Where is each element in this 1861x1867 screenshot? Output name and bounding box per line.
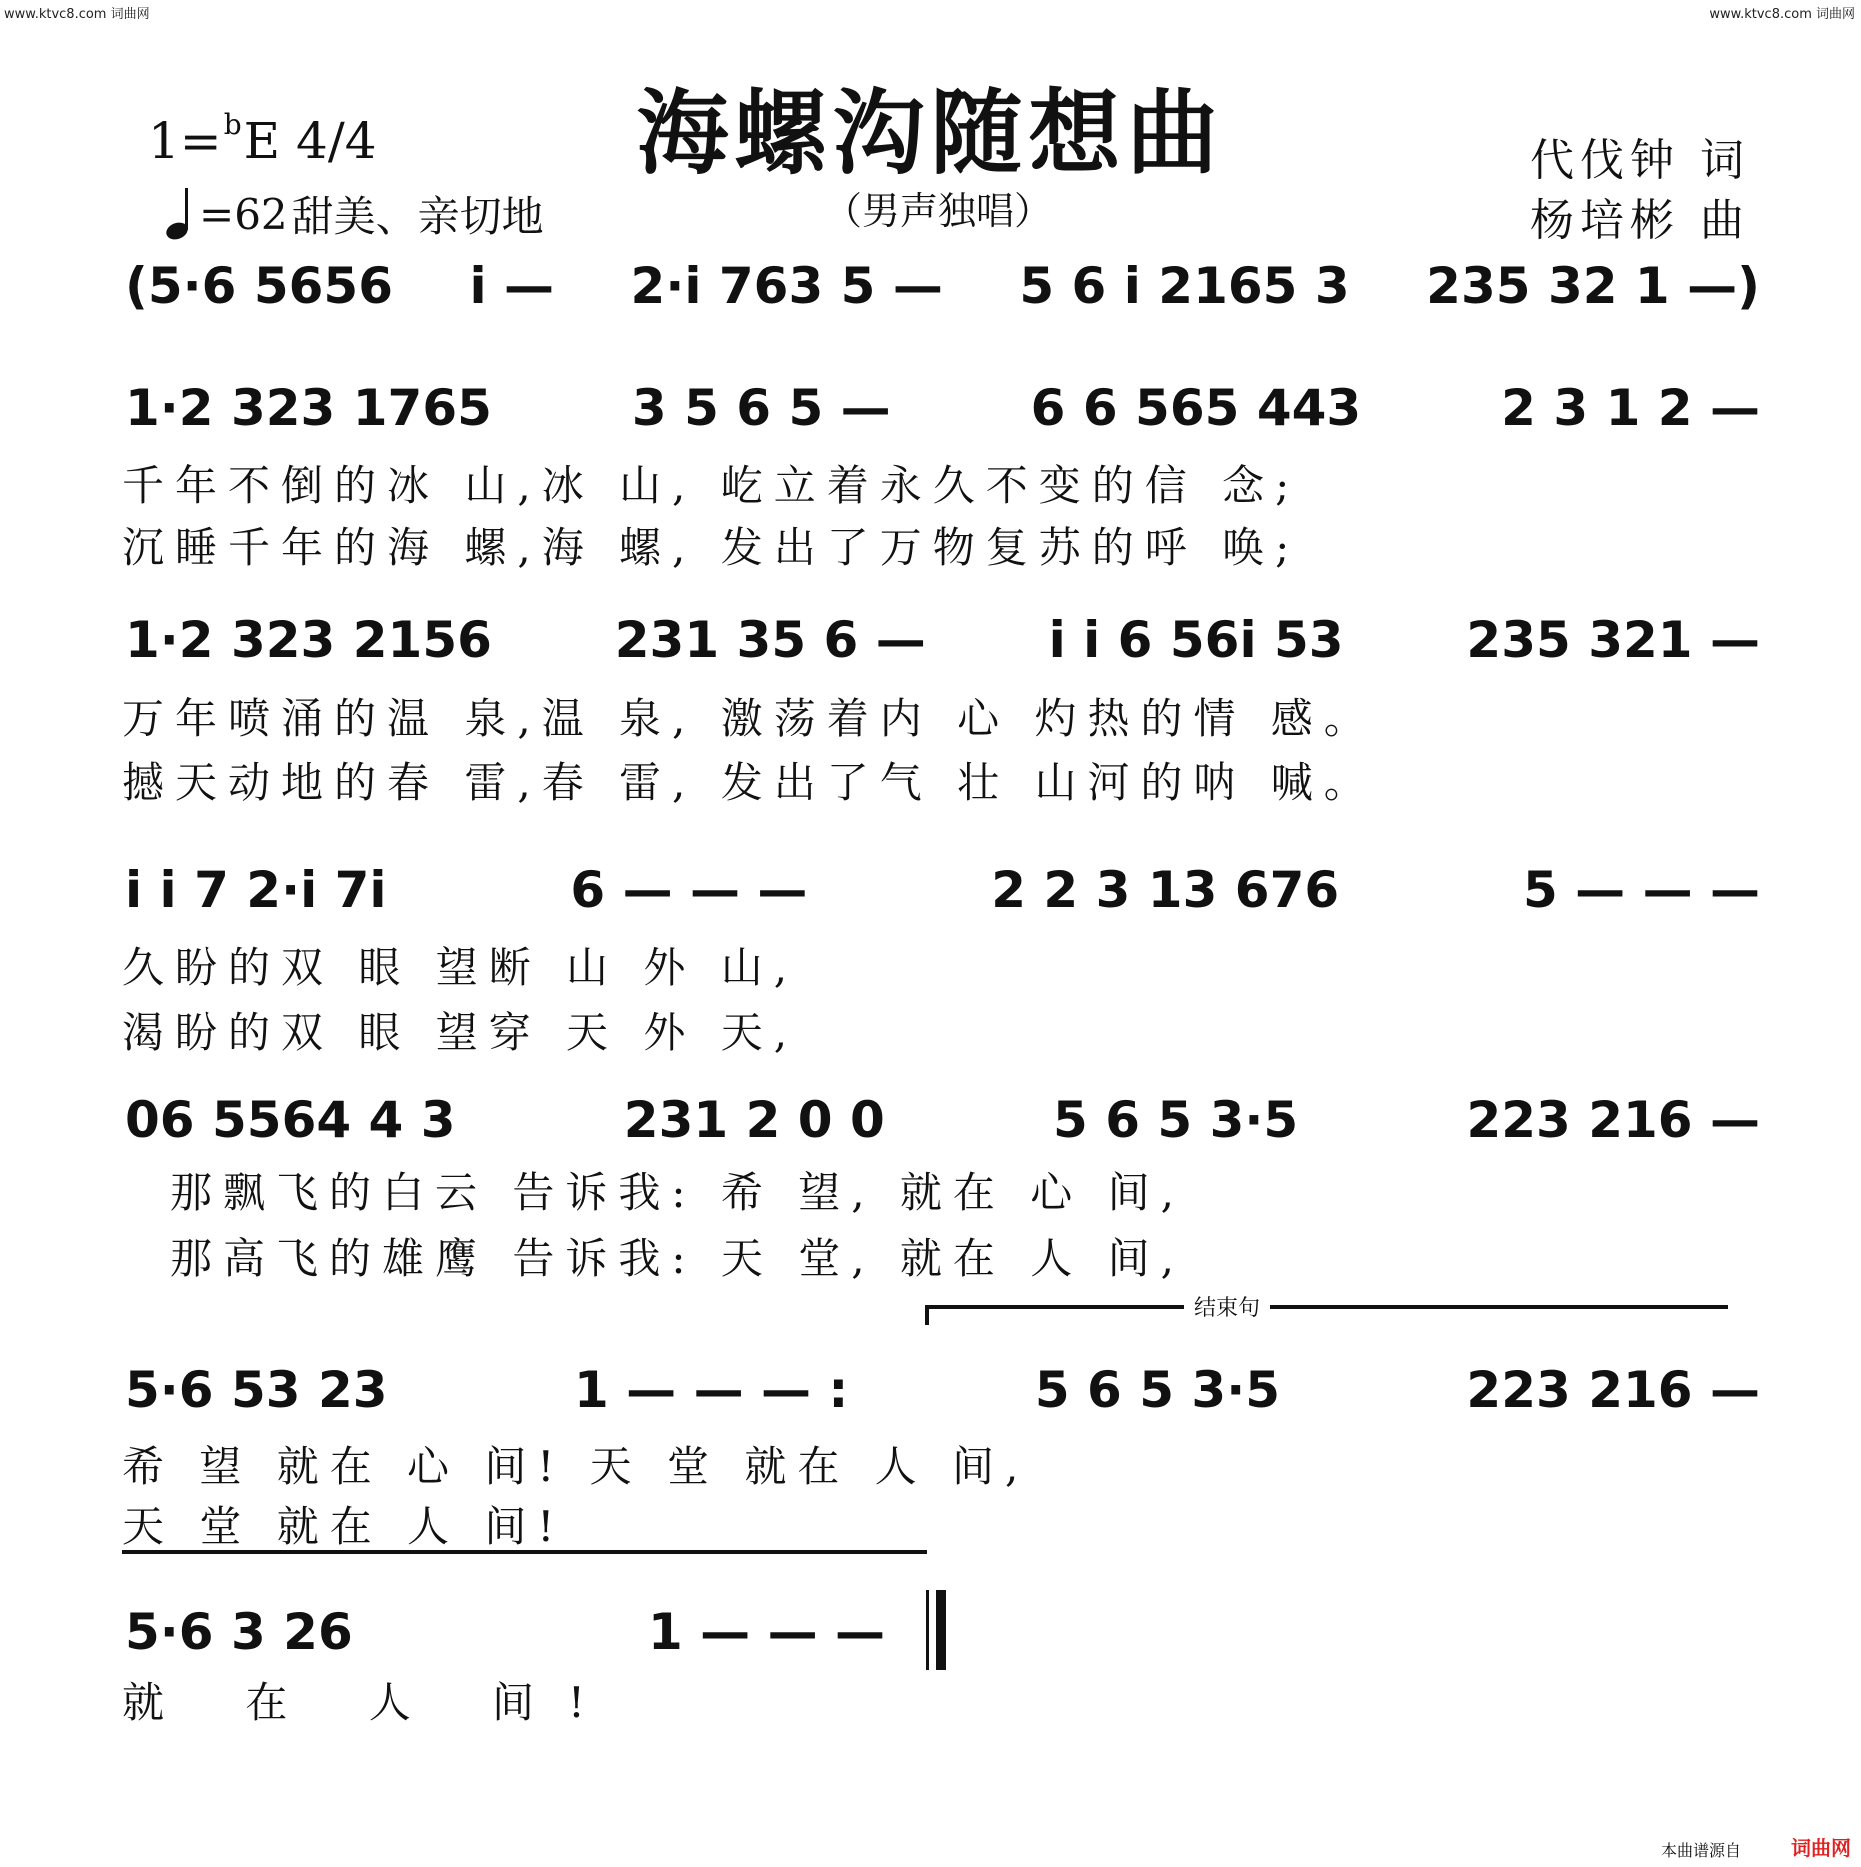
- measure: 5 6 i 2165 3: [1019, 257, 1350, 315]
- lyric-verse-1: 希 望 就在 心 间! 天 堂 就在 人 间,: [122, 1442, 1030, 1491]
- score-line-7: [125, 1592, 885, 1672]
- measure: 06 5564 4 3: [125, 1091, 456, 1149]
- measure: 6 — — —: [570, 861, 808, 919]
- ending-label: 结束句: [1184, 1291, 1270, 1322]
- flat-sign: b: [223, 108, 242, 142]
- measure: 5 — — —: [1522, 861, 1760, 919]
- measure: 1 — — — :: [573, 1361, 849, 1419]
- measure: 235 32 1 —): [1426, 257, 1760, 315]
- lyric-verse-1: 万年喷涌的温 泉,温 泉, 激荡着内 心 灼热的情 感。: [122, 694, 1377, 743]
- lyric-verse-2: 天 堂 就在 人 间!: [122, 1502, 566, 1551]
- measure: 2 3 1 2 —: [1501, 379, 1760, 437]
- tempo-value: =62: [199, 189, 288, 239]
- first-ending-line: [122, 1550, 927, 1554]
- song-title: 海螺沟随想曲: [636, 79, 1225, 187]
- measure: 1·2 323 1765: [125, 379, 492, 437]
- measure: 223 216 —: [1466, 1361, 1760, 1419]
- score-line-2: [125, 368, 1760, 448]
- footer-brand-logo: 词曲网: [1791, 1836, 1851, 1860]
- measure: (5·6 5656: [125, 257, 393, 315]
- score-line-4: [125, 850, 1760, 930]
- tempo-marking: [165, 184, 544, 244]
- ending-bracket: [925, 1305, 1728, 1309]
- tempo-expression: 甜美、亲切地: [291, 192, 544, 241]
- final-barline-thick: [936, 1590, 946, 1670]
- score-line-6: [125, 1350, 1760, 1430]
- lyric-verse-2: 沉睡千年的海 螺,海 螺, 发出了万物复苏的呼 唤;: [122, 523, 1301, 572]
- lyric-verse-2: 渴盼的双 眼 望穿 天 外 天,: [122, 1008, 799, 1057]
- lyric-final: 就 在 人 间!: [122, 1678, 619, 1727]
- lyric-verse-2: 撼天动地的春 雷,春 雷, 发出了气 壮 山河的呐 喊。: [122, 758, 1377, 807]
- measure: 5·6 53 23: [125, 1361, 388, 1419]
- watermark-right: www.ktvc8.com 词曲网: [1709, 7, 1855, 22]
- measure: 231 2 0 0: [623, 1091, 885, 1149]
- ending-bracket-hook: [925, 1305, 929, 1325]
- measure: 235 321 —: [1466, 611, 1760, 669]
- measure: i i 6 56i 53: [1048, 611, 1344, 669]
- lyricist-credit: 代伐钟 词: [1530, 135, 1750, 186]
- song-subtitle: （男声独唱）: [823, 189, 1052, 233]
- score-line-3: [125, 600, 1760, 680]
- key-signature: 1=$^b$E 4/4: [148, 108, 377, 170]
- lyric-verse-2: 那高飞的雄鹰 告诉我: 天 堂, 就在 人 间,: [170, 1234, 1185, 1283]
- composer-credit: 杨培彬 曲: [1530, 195, 1750, 246]
- score-line-5: [125, 1080, 1760, 1160]
- measure: 6 6 565 443: [1030, 379, 1362, 437]
- quarter-note-icon: [165, 186, 195, 242]
- measure: 2·i 763 5 —: [630, 257, 943, 315]
- measure: 2 2 3 13 676: [991, 861, 1340, 919]
- lyric-verse-1: 千年不倒的冰 山,冰 山, 屹立着永久不变的信 念;: [122, 461, 1301, 510]
- measure: 223 216 —: [1466, 1091, 1760, 1149]
- measure: 1·2 323 2156: [125, 611, 492, 669]
- measure: 5·6 3 26: [125, 1603, 353, 1661]
- measure: i i 7 2·i 7i: [125, 861, 387, 919]
- lyric-verse-1: 那飘飞的白云 告诉我: 希 望, 就在 心 间,: [170, 1168, 1185, 1217]
- measure: 5 6 5 3·5: [1034, 1361, 1280, 1419]
- footer-source: 本曲谱源自: [1660, 1841, 1741, 1860]
- measure: 231 35 6 —: [614, 611, 926, 669]
- measure: 1 — — —: [647, 1603, 885, 1661]
- measure: i —: [469, 257, 555, 315]
- lyric-verse-1: 久盼的双 眼 望断 山 外 山,: [122, 943, 799, 992]
- measure: 3 5 6 5 —: [631, 379, 891, 437]
- score-line-1: [125, 246, 1760, 326]
- measure: 5 6 5 3·5: [1053, 1091, 1299, 1149]
- final-barline-thin: [926, 1590, 929, 1670]
- watermark-left: www.ktvc8.com 词曲网: [4, 7, 150, 22]
